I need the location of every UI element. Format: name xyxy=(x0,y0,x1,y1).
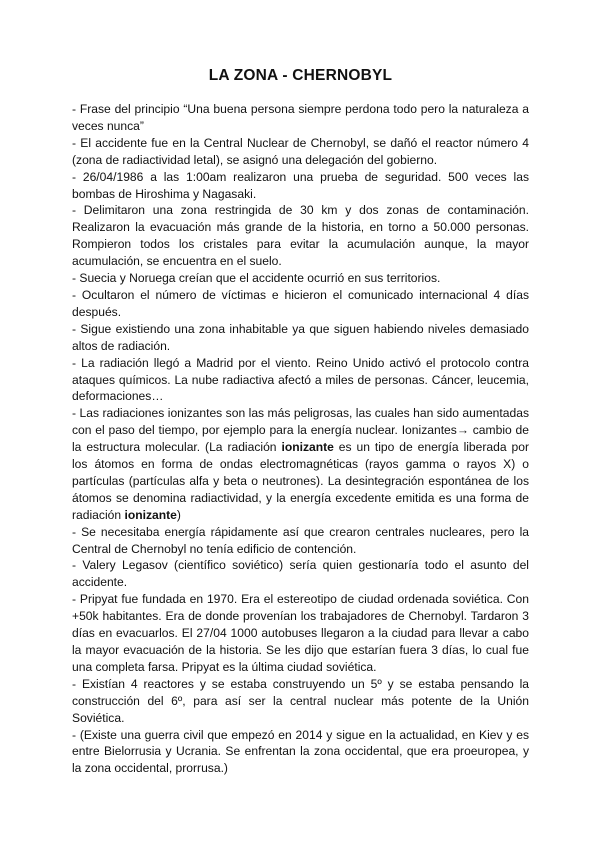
paragraph-pripyat: - Pripyat fue fundada en 1970. Era el estereotipo de ciudad ordenada soviética. Con +50k habitantes. Era de donde provenían los trabajadores de Chernobyl. Tardaron 3 días en evacuarlos. El 27/04 1000 autobuses llegaron a la ciudad para llevar a cabo la mayor evacuación de la historia. Se les dijo que estarían fuera 3 días, lo cual fue una completa farsa. Pripyat es la última ciudad soviética. xyxy=(72,592,529,674)
paragraph-madrid: - La radiación llegó a Madrid por el viento. Reino Unido activó el protocolo contra ataques químicos. La nube radiactiva afectó a miles de personas. Cáncer, leucemia, deformaciones… xyxy=(72,355,529,404)
ionizing-text-3: ) xyxy=(176,507,181,522)
ionizing-text-1: - Las radiaciones ionizantes son las más peligrosas, las cuales han sido aumentadas con el paso del tiempo, por ejemplo para la energía nuclear. Ionizantes→ cambio de la estructura molecular. (La radiación xyxy=(72,406,529,455)
paragraph-accident: - El accidente fue en la Central Nuclear de Chernobyl, se dañó el reactor número 4 (zona de radiactividad letal), se asignó una delegación del gobierno. xyxy=(72,135,529,167)
ionizing-text-2: es un tipo de energía liberada por los átomos en forma de ondas electromagnéticas (rayos gamma o rayos X) o partículas (partículas alfa y beta o neutrones). La desintegración espontánea de los átomos se denomina radiactividad, y la energía excedente emitida es una forma de radiación xyxy=(72,440,529,522)
paragraph-victims: - Ocultaron el número de víctimas e hicieron el comunicado internacional 4 días después. xyxy=(72,287,529,319)
paragraph-legasov: - Valery Legasov (científico soviético) sería quien gestionaría todo el asunto del accidente. xyxy=(72,558,529,590)
document-title: LA ZONA - CHERNOBYL xyxy=(208,67,393,84)
ionizing-bold-2: ionizante xyxy=(124,507,177,522)
paragraph-sweden-norway: - Suecia y Noruega creían que el accidente ocurrió en sus territorios. xyxy=(72,271,441,286)
paragraph-uninhabitable: - Sigue existiendo una zona inhabitable ya que siguen habiendo niveles demasiado altos de radiación. xyxy=(72,321,529,353)
ionizing-bold-1: ionizante xyxy=(281,440,334,455)
paragraph-zone: - Delimitaron una zona restringida de 30 km y dos zonas de contaminación. Realizaron la evacuación más grande de la historia, en torno a 50.000 personas. Rompieron todos los cristales para evitar la acumulación aunque, la mayor acumulación, se encuentra en el suelo. xyxy=(72,203,529,269)
paragraph-reactors: - Existían 4 reactores y se estaba construyendo un 5º y se estaba pensando la construcción del 6º, para así ser la central nuclear más potente de la Unión Soviética. xyxy=(72,676,529,725)
paragraph-quote: - Frase del principio “Una buena persona siempre perdona todo pero la naturaleza a veces nunca” xyxy=(72,102,529,133)
paragraph-containment: - Se necesitaba energía rápidamente así que crearon centrales nucleares, pero la Central de Chernobyl no tenía edificio de contención. xyxy=(72,524,529,556)
paragraph-ionizing xyxy=(72,405,529,523)
paragraph-date: - 26/04/1986 a las 1:00am realizaron una prueba de seguridad. 500 veces las bombas de Hiroshima y Nagasaki. xyxy=(72,169,529,201)
paragraph-civil-war: - (Existe una guerra civil que empezó en 2014 y sigue en la actualidad, en Kiev y es entre Bielorrusia y Ucrania. Se enfrentan la zona occidental, que era proeuropea, y la zona occidental, prorrusa.) xyxy=(72,727,529,776)
